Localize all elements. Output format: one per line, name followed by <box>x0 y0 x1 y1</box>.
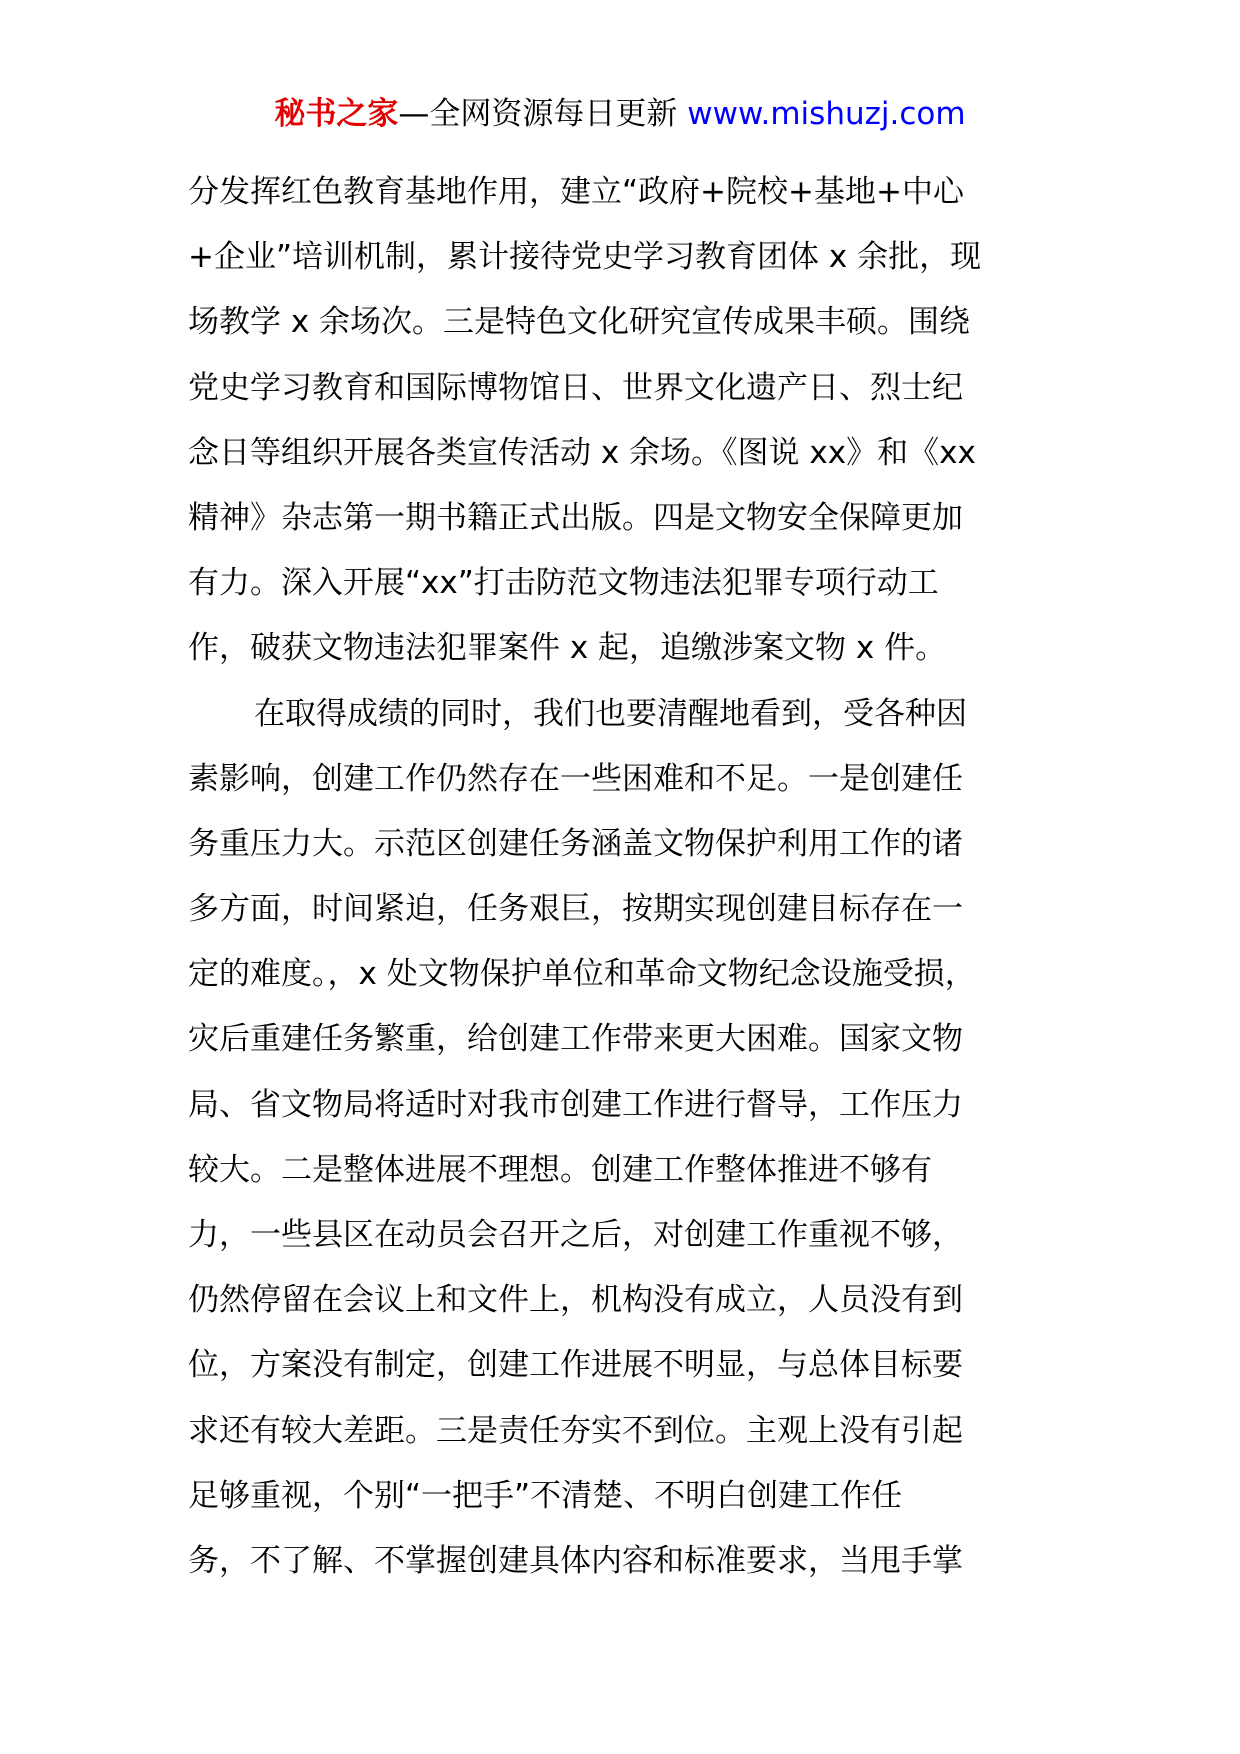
site-url-link[interactable]: www.mishuzj.com <box>687 96 966 132</box>
document-body <box>188 160 1068 1594</box>
page-header <box>0 94 1240 134</box>
text-line: 仍然停留在会议上和文件上，机构没有成立，人员没有到 <box>188 1282 963 1319</box>
text-line: 分发挥红色教育基地作用，建立“政府+院校+基地+中心 <box>188 174 964 210</box>
text-line: 灾后重建任务繁重，给创建工作带来更大困难。国家文物 <box>188 1021 963 1058</box>
text-line: 多方面，时间紧迫，任务艰巨，按期实现创建目标存在一 <box>188 891 963 928</box>
brand-name: 秘书之家 <box>274 96 399 132</box>
text-line: +企业”培训机制，累计接待党史学习教育团体 x 余批，现 <box>188 239 982 276</box>
text-line: 场教学 x 余场次。三是特色文化研究宣传成果丰硕。围绕 <box>188 304 971 341</box>
text-line: 务，不了解、不掌握创建具体内容和标准要求，当甩手掌 <box>188 1542 963 1579</box>
text-line: 力，一些县区在动员会召开之后，对创建工作重视不够， <box>188 1217 963 1253</box>
text-line: 较大。二是整体进展不理想。创建工作整体推进不够有 <box>188 1151 932 1188</box>
text-line: 求还有较大差距。三是责任夯实不到位。主观上没有引起 <box>188 1412 963 1449</box>
text-line: 足够重视，个别“一把手”不清楚、不明白创建工作任 <box>188 1477 903 1514</box>
text-line: 作，破获文物违法犯罪案件 x 起，追缴涉案文物 x 件。 <box>188 630 947 667</box>
header-tagline: —全网资源每日更新 <box>398 96 678 132</box>
text-line: 精神》杂志第一期书籍正式出版。四是文物安全保障更加 <box>188 499 963 536</box>
text-line: 素影响，创建工作仍然存在一些困难和不足。一是创建任 <box>188 760 963 797</box>
paragraph <box>188 682 1068 1595</box>
text-line: 念日等组织开展各类宣传活动 x 余场。《图说 xx》和《xx <box>188 434 976 471</box>
text-line: 定的难度。，x 处文物保护单位和革命文物纪念设施受损， <box>188 956 976 993</box>
text-line: 在取得成绩的同时，我们也要清醒地看到，受各种因 <box>254 695 967 732</box>
text-line: 局、省文物局将适时对我市创建工作进行督导，工作压力 <box>188 1086 963 1123</box>
text-line: 有力。深入开展“xx”打击防范文物违法犯罪专项行动工 <box>188 565 939 602</box>
text-line: 位，方案没有制定，创建工作进展不明显，与总体目标要 <box>188 1347 963 1384</box>
text-line: 务重压力大。示范区创建任务涵盖文物保护利用工作的诸 <box>188 825 963 862</box>
paragraph <box>188 160 1068 682</box>
text-line: 党史学习教育和国际博物馆日、世界文化遗产日、烈士纪 <box>188 369 963 406</box>
